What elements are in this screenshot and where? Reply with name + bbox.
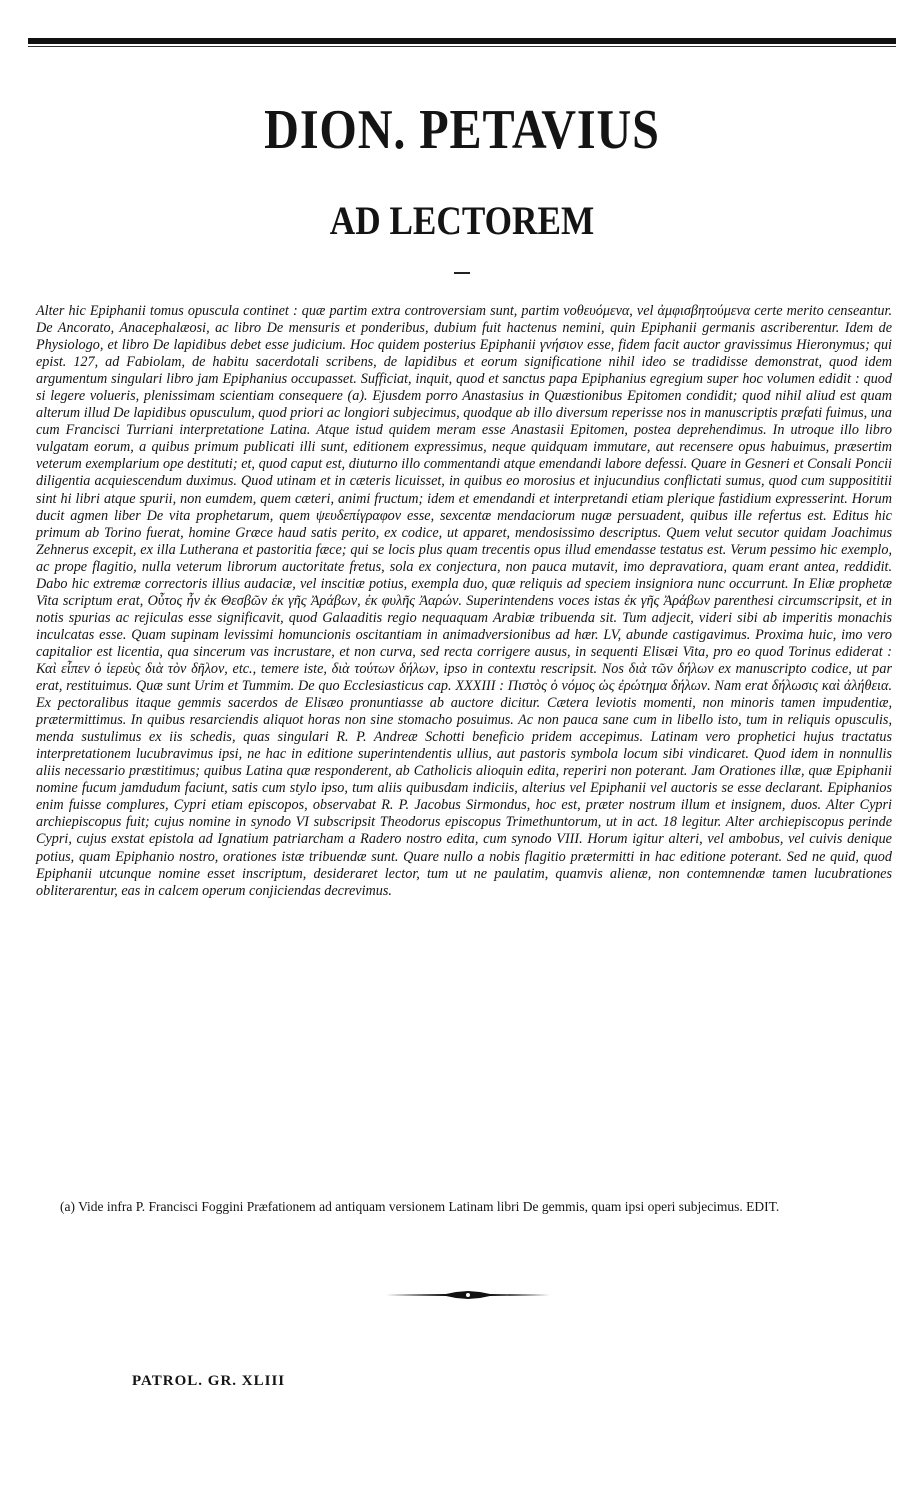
top-rule-thick-line bbox=[28, 38, 896, 44]
footnote: (a) Vide infra P. Francisci Foggini Præfationem ad antiquam versionem Latinam libri De gemmis, quam ipsi operi subjecimus. EDIT. bbox=[60, 1199, 780, 1214]
page-title: DION. PETAVIUS bbox=[264, 99, 660, 161]
body-paragraph: Alter hic Epiphanii tomus opuscula continet : quæ partim extra controversiam sunt, partim νοθευόμενα, vel ἀμφισβητούμενα certe merito censeantur. De Ancorato, Anacephalæosi, ac libro De mensuris et ponderibus, dubium fuit hactenus nemini, quin Epiphanii germanis ascriberentur. Idem de Physiologo, et libro De lapidibus debet esse judicium. Hoc quidem posterius Epiphanii γνήσιον esse, fidem facit auctor gravissimus Hieronymus; qui epist. 127, ad Fabiolam, de habitu sacerdotali scribens, de lapidibus et eorum significatione nihil ideo se tradidisse demonstrat, quod idem argumentum singulari libro jam Epiphanius occupasset. Sufficiat, inquit, quod et sanctus papa Epiphanius egregium super hoc volumen edidit : quod si legere volueris, plenissimam scientiam consequere (a). Ejusdem porro Anastasius in Quæstionibus Epitomen condidit; quod nihil aliud est quam alterum illud De lapidibus opusculum, quod priori ac longiori subjecimus, quodque ab illo diversum reperisse nos in manuscriptis præfati fuimus, una cum Francisci Turriani interpretatione Latina. Atque istud quidem meram esse Anastasii Epitomen, postea deprehendimus. In utroque illo libro vulgatam eorum, a quibus primum publicati illi sunt, editionem expressimus, neque quidquam immutare, aut recensere opus habuimus, præsertim veterum exemplarium ope destituti; et, quod caput est, diuturno illo commentandi atque emendandi labore defessi. Quare in Gesneri et Consali Poncii diligentia acquiescendum duximus. Quod utinam et in cæteris licuisset, in quibus eo morosius et injucundius conflictati sumus, quod cum supposititii sint hi libri atque spurii, non eumdem, quem cæteri, animi fructum; idem et emendandi et interpretandi etiam plerique fastidium expresserint. Horum ducit agmen liber De vita prophetarum, quem ψευδεπίγραφον esse, sexcentæ mendaciorum nugæ persuadent, quibus ille refertus est. Editus hic primum ab Torino fuerat, homine Græce haud satis perito, ex codice, ut apparet, mendosissimo descriptus. Quem velut secutor quidam Joachimus Zehnerus excepit, ex illa Lutherana et pastoritia fæce; qui se locis plus quam trecentis opus illud emendasse testatus est. Verum pessimo hic exemplo, ac prope flagitio, nulla veterum librorum auctoritate fretus, sola ex conjectura, non pauca mutavit, imo depravatiora, quam erant antea, reddidit. Dabo hic extremæ correctoris illius audaciæ, vel inscitiæ potius, exempla duo, quæ reliquis ad speciem insigniora nunc occurrunt. In Eliæ prophetæ Vita scriptum erat, Οὗτος ἦν ἐκ Θεσβῶν ἐκ γῆς Ἀράβων, ἐκ φυλῆς Ἀαρών. Superintendens voces istas ἐκ γῆς Ἀράβων parenthesi circumscripsit, et in notis spurias ac rejiculas esse significavit, quod Galaaditis regio nequaquam Arabiæ tribuenda sit. Tum adjecit, videri sibi ab imperitis monachis inculcatas esse. Quam supinam levissimi homuncionis oscitantiam in animadversionibus ad hær. LV, abunde castigavimus. Proxima huic, imo vero capitalior est licentia, qua sincerum vas incrustare, et non curva, sed recta corrigere ausus, in sequenti Elisæi Vita, pro eo quod Torinus ediderat : Καὶ εἶπεν ὁ ἱερεὺς διὰ τὸν δῆλον, etc., temere iste, διὰ τούτων δήλων, ipso in contextu rescripsit. Nos διὰ τῶν δήλων ex manuscripto codice, ut par erat, restituimus. Quæ sunt Urim et Tummim. De quo Ecclesiasticus cap. XXXIII : Πιστὸς ὁ νόμος ὡς ἐρώτημα δήλων. Nam erat δήλωσις καὶ ἀλήθεια. Ex pectoralibus itaque gemmis sacerdos de Elisæo pronuntiasse ab auctore dicitur. Cætera leviotis momenti, non minoris tamen impudentiæ, prætermittimus. In quibus resarciendis aliquot horas non sine stomacho posuimus. Ac non pauca sane cum in libello isto, tum in reliquis opusculis, menda sustulimus ex iis schedis, quas singulari R. P. Andreæ Schotti beneficio pridem accepimus. Latinam vero prophetici hujus tractatus interpretationem lucubravimus ipsi, ne hac in editione superintendentis ullius, aut pastoris symbola locum sibi vindicaret. Quod idem in nonnullis aliis necessario præstitimus; quibus Latina quæ responderent, ab Catholicis alioquin edita, reperiri non poterant. Jam Orationes illæ, quæ Epiphanii nomine fucum jamdudum faciunt, satis cum stylo ipso, tum aliis quibusdam indiciis, alterius vel Epiphanii vel auctoris se esse declarant. Epiphanios enim fuisse complures, Cypri etiam episcopos, observabat R. P. Jacobus Sirmondus, hoc est, præter nostrum illum et insignem, duos. Alter Cypri archiepiscopus fuit; cujus nomine in synodo VI subscripsit Theodorus episcopus Trimethuntorum, ut in act. 18 legitur. Alter archiepiscopus perinde Cypri, cujus exstat epistola ad Ignatium patriarcham a Radero nostro edita, cum synodo VIII. Horum igitur alteri, vel ambobus, vel cuivis denique potius, quam Epiphanio nostro, orationes istæ tribuendæ sunt. Quare nullo a nobis flagitio prætermitti in hac editione poterant. Sed ne quid, quod Epiphanii utcunque nomine esset inscriptum, desideraret lector, tum ut ne paulatim, quamvis alienæ, non contemnendæ tamen lucubrationes obliterarentur, eas in calcem operum conjiciendas decrevimus. bbox=[36, 303, 892, 899]
folio-label: PATROL. GR. XLIII bbox=[132, 1373, 286, 1389]
page-subtitle: AD LECTOREM bbox=[329, 198, 595, 243]
top-rule-thin-line bbox=[28, 46, 896, 47]
ornament-rule-icon bbox=[386, 1289, 550, 1301]
top-rule bbox=[28, 36, 896, 48]
title-separator bbox=[454, 272, 470, 274]
